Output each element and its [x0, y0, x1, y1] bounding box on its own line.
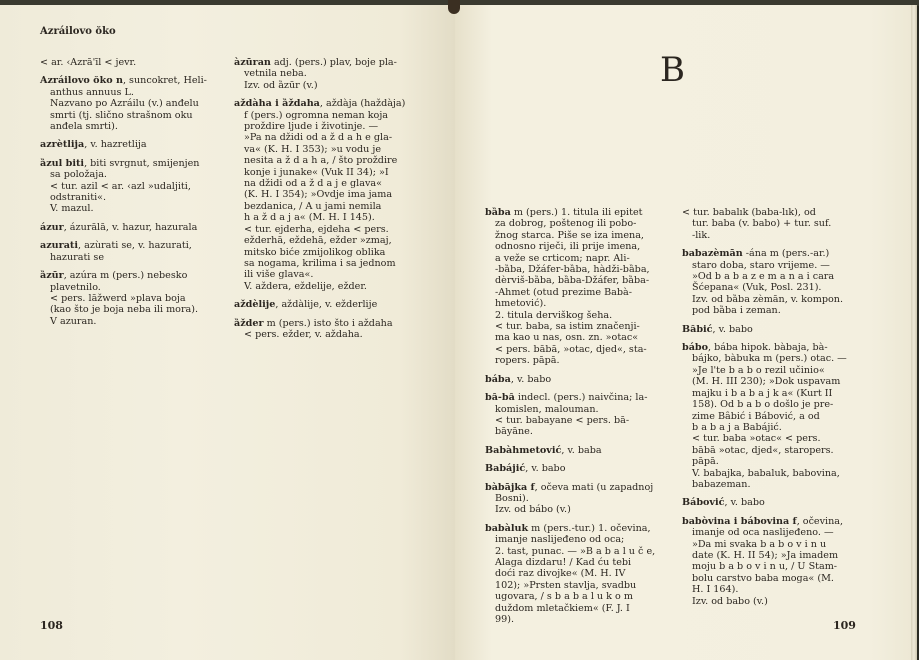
left-page-column-2 [234, 57, 434, 347]
entry-line: -bȁba, Džáfer-bȁba, hàdži-bȁba, [495, 264, 650, 276]
entry-line: bezdanica, / A u jami nemila [244, 200, 382, 212]
entry-line: Izv. od bȁba zèmān, v. kompon. [692, 293, 844, 305]
entry-line: ma kao u nas, osn. zn. »otac« [495, 332, 639, 344]
entry-line: »Od b a b a z e m a n a i cara [692, 271, 835, 283]
section-letter: B [660, 50, 685, 90]
entry-line: (M. H. III 230); »Dok uspavam [692, 376, 841, 388]
entry-line: imanje od oca naslijeđeno. — [692, 527, 834, 539]
entry-headline: < tur. babalık (baba-lık), od [682, 207, 816, 218]
entry-line: anthus annuus L. [50, 86, 134, 98]
entry-line: < tur. baba »otac« < pers. [692, 433, 821, 445]
entry-headline: Azráilovo ŏko n, suncokret, Heli- [40, 75, 207, 87]
entry-line: na džidi od a ž d a j e glava« [244, 178, 382, 190]
dictionary-entry [40, 158, 235, 215]
entry-line: pod bȁba i zeman. [692, 305, 781, 317]
entry-headline: ázur, ázurālā, v. hazur, hazurala [40, 221, 198, 233]
entry-line: moju b a b o v i n u, / U Stam- [692, 561, 838, 573]
entry-line: hazurati se [50, 251, 105, 263]
entry-line: V. babajka, babaluk, babovina, [692, 467, 840, 479]
entry-line: < tur. baba, sa istim značenji- [495, 321, 640, 333]
dictionary-entry [40, 57, 235, 68]
entry-line: -lik. [692, 229, 711, 241]
entry-line: ežderhā, eždehā, ežder »zmaj, [244, 235, 392, 247]
entry-line: < tur. ejderha, ejdeha < pers. [244, 223, 389, 235]
entry-line: hmetović). [495, 298, 547, 310]
entry-headline: ȁžder m (pers.) isto što i aždaha [234, 317, 393, 329]
dictionary-entry [682, 207, 882, 241]
entry-headline: ȁzul biti, biti svrgnut, smijenjen [40, 157, 200, 169]
left-page-column-1 [40, 57, 235, 334]
left-page [0, 5, 455, 660]
entry-line: Šćepana« (Vuk, Posl. 231). [692, 282, 822, 294]
entry-line: tur. baba (v. babo) + tur. suf. [692, 218, 832, 230]
entry-line: (kao što je boja neba ili mora). [50, 304, 199, 316]
entry-line: < tur. babayane < pers. bā- [495, 414, 630, 426]
entry-line: »Pa na džidi od a ž d a h e gla- [244, 132, 393, 144]
entry-line: ili više glava«. [244, 269, 314, 281]
entry-headline: babàluk m (pers.-tur.) 1. očevina, [485, 522, 651, 534]
dictionary-entry [485, 374, 685, 385]
entry-line: 102); »Prsten stavlja, svadbu [495, 579, 637, 591]
dictionary-entry [234, 318, 434, 341]
entry-line: ropers. pāpā. [495, 355, 560, 367]
dictionary-entry [682, 324, 882, 335]
entry-line: h a ž d a j a« (M. H. I 145). [244, 212, 375, 224]
entry-headline: bábo, bába hipok. bàbaja, bà- [682, 342, 828, 354]
entry-line: nesita a ž d a h a, / što proždire [244, 155, 398, 167]
entry-line: dèrviš-bȁba, bȁba-Džáfer, bȁba- [495, 275, 650, 287]
entry-line: V. aždera, eždelije, ežder. [244, 280, 367, 292]
entry-line: 158). Od b a b o došlo je pre- [692, 399, 834, 411]
entry-line: Bosni). [495, 492, 529, 504]
entry-headline: azurati, azùrati se, v. hazurati, [40, 240, 192, 252]
right-page-column-2 [682, 207, 882, 614]
right-page-column-1 [485, 207, 685, 632]
dictionary-entry [485, 207, 685, 367]
entry-line: žnog starca. Piše se iza imena, [495, 229, 644, 241]
entry-headline: Babájić, v. babo [485, 463, 566, 475]
entry-line: H. I 164). [692, 584, 739, 596]
entry-line: V. mazul. [50, 203, 94, 215]
entry-line: 99). [495, 614, 515, 625]
entry-headline: babòvina i bábovina f, očevina, [682, 515, 844, 527]
entry-line: babazeman. [692, 478, 751, 490]
entry-headline: ȁzūr, azúra m (pers.) nebesko [40, 270, 188, 282]
dictionary-entry [682, 497, 882, 508]
entry-line: 2. titula derviškog šeha. [495, 309, 613, 321]
entry-headline: Bábović, v. babo [682, 497, 765, 509]
entry-line: f (pers.) ogromna neman koja [244, 109, 389, 121]
entry-line: Izv. od bábo (v.) [495, 504, 571, 516]
folio-left: 108 [40, 619, 63, 632]
entry-line: Izv. od ȁzūr (v.) [244, 79, 318, 91]
entry-line: sa nogama, krilima i sa jednom [244, 257, 396, 269]
entry-line: odstraniti«. [50, 192, 107, 204]
entry-line: va« (K. H. I 353); »u vodu je [244, 143, 382, 155]
entry-headline: < ar. ‹Azrā'īl < jevr. [40, 57, 137, 68]
entry-line: bāyāne. [495, 426, 533, 438]
entry-line: < pers. ežder, v. aždaha. [244, 328, 363, 340]
dictionary-entry [40, 222, 235, 233]
entry-line: V azuran. [50, 315, 97, 327]
entry-headline: Babàhmetović, v. baba [485, 444, 602, 456]
dictionary-entry [682, 516, 882, 607]
entry-headline: bàbājka f, očeva mati (u zapadnoj [485, 481, 654, 493]
dictionary-entry [40, 240, 235, 263]
entry-headline: àzūran adj. (pers.) plav, boje pla- [234, 57, 397, 68]
entry-line: b a b a j a Babájić. [692, 421, 782, 433]
page-edge [911, 5, 917, 660]
entry-headline: bȁba m (pers.) 1. titula ili epitet [485, 207, 643, 218]
entry-line: sa položaja. [50, 169, 107, 181]
folio-right: 109 [833, 619, 856, 632]
entry-line: 2. tast, punac. — »B a b a l u č e, [495, 545, 656, 557]
entry-line: < pers. lāžwerd »plava boja [50, 292, 186, 304]
running-head: Azráilovo ŏko [40, 26, 116, 37]
entry-line: date (K. H. II 54); »Ja imadem [692, 549, 839, 561]
dictionary-entry [40, 139, 235, 150]
entry-line: a veže se crticom; napr. Ali- [495, 252, 630, 264]
entry-line: odnosno riječi, ili prije imena, [495, 241, 641, 253]
entry-headline: Bȃbić, v. babo [682, 323, 753, 335]
entry-line: < tur. azil < ar. ‹azl »udaljiti, [50, 180, 191, 192]
entry-line: mitsko biće zmijolikog oblika [244, 246, 386, 258]
entry-headline: babazèmān -ána m (pers.-ar.) [682, 248, 830, 260]
entry-line: pāpā. [692, 456, 719, 468]
book-spine [448, 0, 460, 14]
dictionary-entry [485, 445, 685, 456]
dictionary-entry [485, 392, 685, 438]
entry-line: Alaga dizdaru! / Kad ću tebi [495, 556, 632, 568]
entry-line: vetnila neba. [244, 68, 307, 80]
entry-line: bájko, bàbuka m (pers.) otac. — [692, 353, 847, 365]
entry-line: bolu carstvo baba moga« (M. [692, 572, 834, 584]
entry-headline: bába, v. babo [485, 373, 552, 385]
entry-line: bābā »otac, djed«, staropers. [692, 444, 834, 456]
entry-line: duždom mletačkiem« (F. J. I [495, 602, 630, 614]
entry-line: doći raz divojke« (M. H. IV [495, 568, 626, 580]
entry-line: (K. H. I 354); »Ovdje ima jama [244, 189, 393, 201]
entry-line: komislen, malouman. [495, 403, 599, 415]
entry-line: Izv. od babo (v.) [692, 595, 768, 607]
dictionary-entry [682, 248, 882, 316]
entry-line: majku i b a b a j k a« (Kurt II [692, 387, 833, 399]
entry-line: smrti (tj. slično strašnom oku [50, 109, 193, 121]
entry-line: anđela smrti). [50, 121, 118, 133]
entry-line: ugovara, / s b a b a l u k o m [495, 591, 633, 603]
entry-line: staro doba, staro vrijeme. — [692, 259, 830, 271]
entry-headline: aždàha i ȁždaha, aždàja (haždàja) [234, 98, 406, 110]
dictionary-entry [40, 270, 235, 327]
entry-headline: bȃ-bȃ indecl. (pers.) naivčina; la- [485, 392, 648, 404]
entry-line: < pers. bābā, »otac, djed«, sta- [495, 343, 647, 355]
dictionary-entry [485, 463, 685, 474]
entry-headline: azrètlija, v. hazretlija [40, 139, 147, 151]
entry-line: proždire ljude i životinje. — [244, 121, 379, 133]
dictionary-entry [40, 75, 235, 132]
entry-line: »Da mi svaka b a b o v i n u [692, 538, 827, 550]
entry-line: zime Bȃbić i Bábović, a od [692, 410, 820, 422]
entry-line: -Ahmet (otud prezime Babà- [495, 286, 632, 298]
entry-line: »Je l'te b a b o rezil učinio« [692, 364, 825, 376]
dictionary-entry [234, 299, 434, 310]
entry-headline: aždèlije, aždàlije, v. ežderlije [234, 299, 378, 311]
dictionary-entry [682, 342, 882, 490]
entry-line: plavetnilo. [50, 281, 101, 293]
entry-line: Nazvano po Azráilu (v.) anđelu [50, 98, 199, 110]
dictionary-entry [485, 482, 685, 516]
dictionary-entry [234, 57, 434, 91]
dictionary-entry [485, 523, 685, 626]
entry-line: imanje naslijeđeno od oca; [495, 534, 625, 546]
entry-line: konje i junake« (Vuk II 34); »I [244, 166, 389, 178]
right-page [455, 5, 917, 660]
entry-line: za dobrog, poštenog ili pobo- [495, 218, 637, 230]
dictionary-entry [234, 98, 434, 292]
